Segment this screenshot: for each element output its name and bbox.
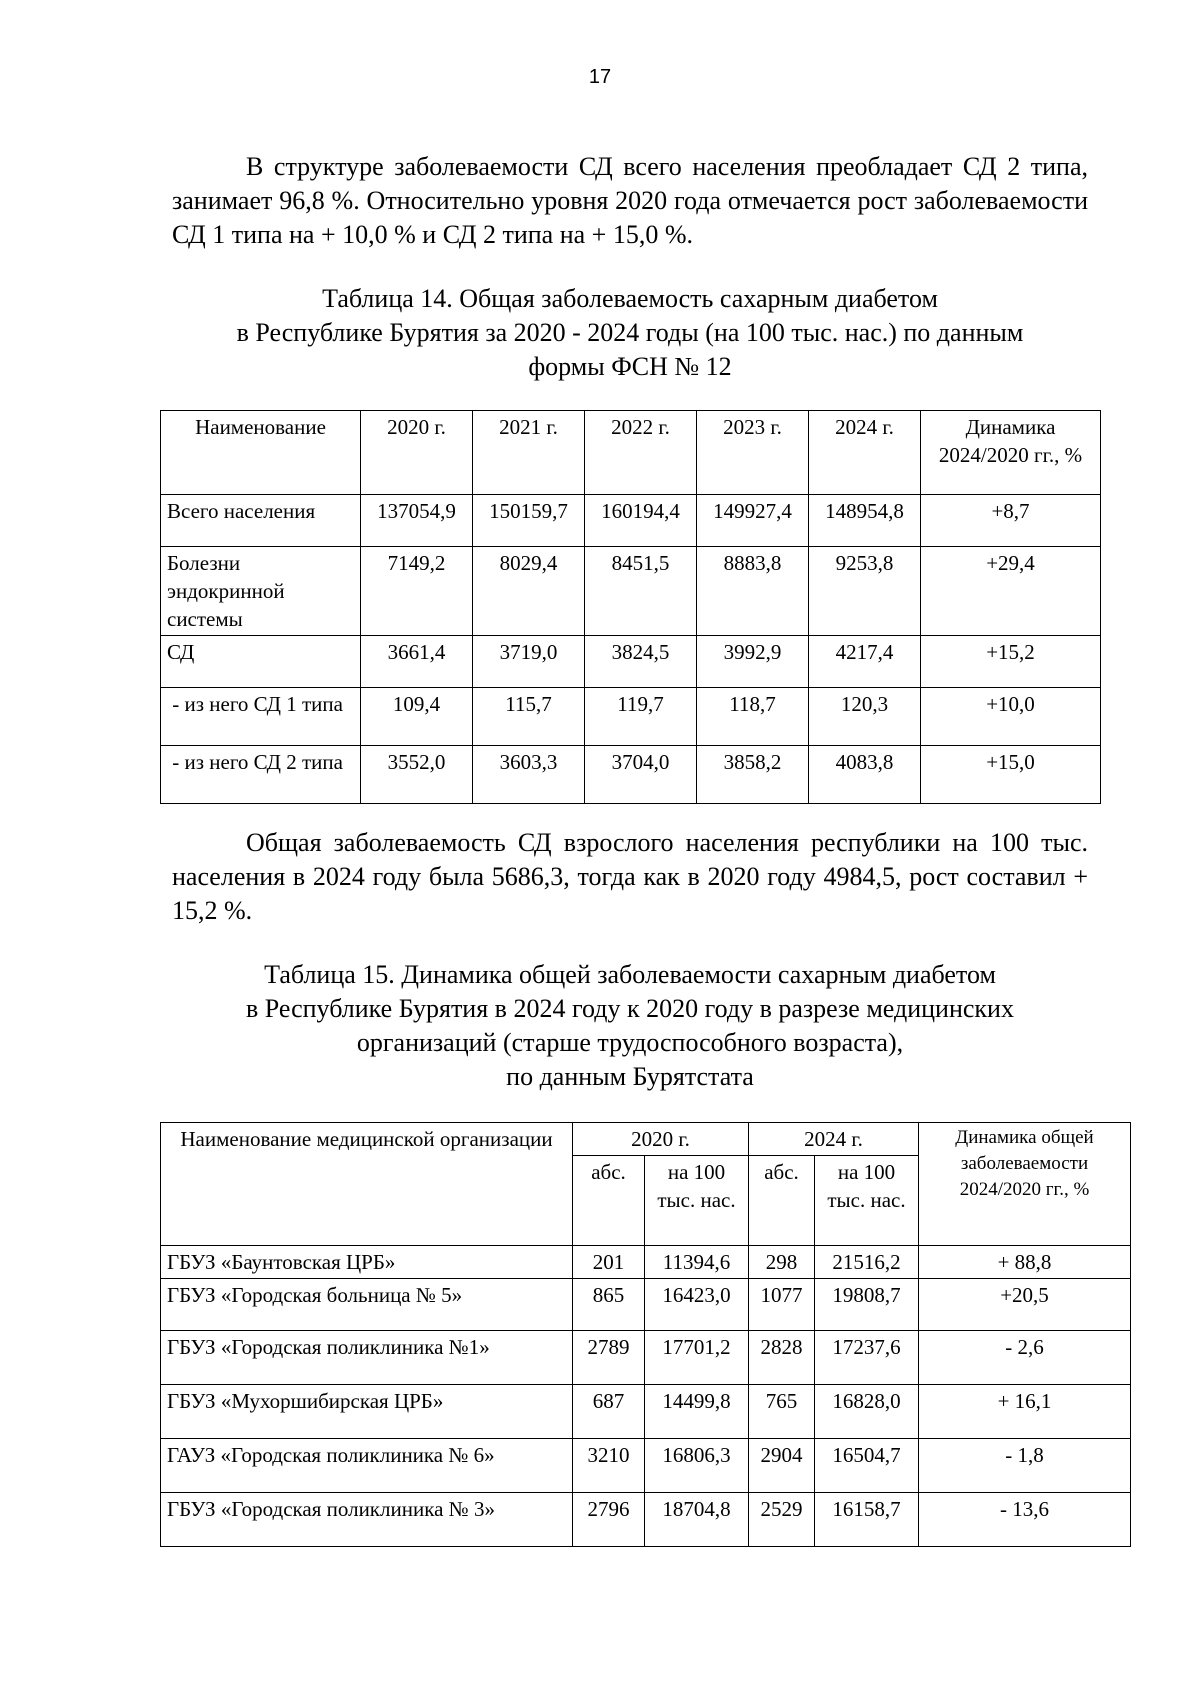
table15-cell: 2828 (749, 1331, 815, 1385)
page-number: 17 (588, 66, 612, 88)
table15-cell: 865 (573, 1279, 645, 1331)
table14 (160, 410, 1101, 804)
table14-row (161, 636, 1101, 688)
table14-cell: +15,0 (921, 746, 1101, 804)
table14-caption-line: формы ФСН № 12 (528, 352, 732, 381)
table14-cell: 119,7 (585, 688, 697, 746)
table14-cell: +10,0 (921, 688, 1101, 746)
table14-cell: 148954,8 (809, 495, 921, 547)
table14-header-cell: 2020 г. (361, 411, 473, 495)
table14-row (161, 495, 1101, 547)
table15-org-name: ГБУЗ «Городская больница № 5» (161, 1279, 573, 1331)
table15-org-name: ГБУЗ «Мухоршибирская ЦРБ» (161, 1385, 573, 1439)
table15 (160, 1122, 1131, 1547)
table15-subheader-per100: на 100 тыс. нас. (645, 1156, 749, 1246)
table15-cell: 687 (573, 1385, 645, 1439)
table15-cell: 201 (573, 1246, 645, 1279)
table14-cell: 115,7 (473, 688, 585, 746)
table15-cell: 19808,7 (815, 1279, 919, 1331)
table15-header-2020: 2020 г. (573, 1123, 749, 1156)
table15-cell: 21516,2 (815, 1246, 919, 1279)
table14-cell: 8883,8 (697, 547, 809, 636)
table14-row-label: - из него СД 1 типа (161, 688, 361, 746)
table15-subheader-per100: на 100 тыс. нас. (815, 1156, 919, 1246)
table15-header-org: Наименование медицинской организации (161, 1123, 573, 1246)
table15-cell: + 88,8 (919, 1246, 1131, 1279)
table14-cell: 160194,4 (585, 495, 697, 547)
table15-caption-line: организаций (старше трудоспособного возраста), (356, 1028, 904, 1057)
table14-cell: 3992,9 (697, 636, 809, 688)
paragraph-adult: Общая заболеваемость СД взрослого населения республики на 100 тыс. населения в 2024 году была 5686,3, тогда как в 2020 году 4984,5, рост составил + 15,2 %. (172, 828, 1088, 925)
table15-cell: - 1,8 (919, 1439, 1131, 1493)
table14-cell: 109,4 (361, 688, 473, 746)
table14-cell: 3719,0 (473, 636, 585, 688)
table14-cell: 7149,2 (361, 547, 473, 636)
table14-header-row (161, 411, 1101, 495)
table15-subheader-abs: абс. (749, 1156, 815, 1246)
table14-cell: 4083,8 (809, 746, 921, 804)
table15-cell: 1077 (749, 1279, 815, 1331)
table14-cell: 120,3 (809, 688, 921, 746)
table14-caption-line: в Республике Бурятия за 2020 - 2024 годы (на 100 тыс. нас.) по данным (236, 318, 1024, 347)
table14-row-label: СД (161, 636, 361, 688)
table14-cell: +15,2 (921, 636, 1101, 688)
table15-row (161, 1279, 1131, 1331)
table15-cell: 16423,0 (645, 1279, 749, 1331)
table15-cell: +20,5 (919, 1279, 1131, 1331)
table14-header-cell: 2021 г. (473, 411, 585, 495)
table14-cell: 8451,5 (585, 547, 697, 636)
table15-cell: 765 (749, 1385, 815, 1439)
table15-row (161, 1439, 1131, 1493)
table15-header-row (161, 1123, 1131, 1156)
table15-cell: 17701,2 (645, 1331, 749, 1385)
table15-cell: - 2,6 (919, 1331, 1131, 1385)
table15-cell: 11394,6 (645, 1246, 749, 1279)
table14-cell: 3661,4 (361, 636, 473, 688)
table14-row (161, 547, 1101, 636)
table15-org-name: ГАУЗ «Городская поликлиника № 6» (161, 1439, 573, 1493)
table14-row-label: Болезни эндокринной системы (161, 547, 361, 636)
table15-cell: 2796 (573, 1493, 645, 1547)
table15-cell: 16828,0 (815, 1385, 919, 1439)
table15-cell: 17237,6 (815, 1331, 919, 1385)
table14-caption (130, 282, 1130, 384)
table15-cell: 298 (749, 1246, 815, 1279)
table14-cell: 3603,3 (473, 746, 585, 804)
table15-header-dynamics: Динамика общей заболеваемости 2024/2020 гг., % (919, 1123, 1131, 1246)
table15-cell: 14499,8 (645, 1385, 749, 1439)
table15-caption-line: Таблица 15. Динамика общей заболеваемости сахарным диабетом (264, 960, 996, 989)
table15-org-name: ГБУЗ «Городская поликлиника № 3» (161, 1493, 573, 1547)
table15-row (161, 1493, 1131, 1547)
table15-subheader-abs: абс. (573, 1156, 645, 1246)
table15-row (161, 1385, 1131, 1439)
table15-row (161, 1331, 1131, 1385)
table14-caption-line: Таблица 14. Общая заболеваемость сахарным диабетом (322, 284, 938, 313)
table15-org-name: ГБУЗ «Баунтовская ЦРБ» (161, 1246, 573, 1279)
table14-cell: 3552,0 (361, 746, 473, 804)
table15-cell: 18704,8 (645, 1493, 749, 1547)
table15-cell: + 16,1 (919, 1385, 1131, 1439)
table14-cell: 4217,4 (809, 636, 921, 688)
table14-cell: +8,7 (921, 495, 1101, 547)
table15-caption (130, 958, 1130, 1094)
table15-cell: 16806,3 (645, 1439, 749, 1493)
paragraph-intro: В структуре заболеваемости СД всего населения преобладает СД 2 типа, занимает 96,8 %. Относительно уровня 2020 года отмечается рост заболеваемости СД 1 типа на + 10,0 % и СД 2 типа на + 15,0 %. (172, 152, 1088, 249)
table15-cell: 3210 (573, 1439, 645, 1493)
table14-header-cell: Динамика 2024/2020 гг., % (921, 411, 1101, 495)
table14-header-cell: Наименование (161, 411, 361, 495)
table14-cell: 137054,9 (361, 495, 473, 547)
table15-row (161, 1246, 1131, 1279)
table14-row-label: Всего населения (161, 495, 361, 547)
table14-cell: +29,4 (921, 547, 1101, 636)
table15-cell: - 13,6 (919, 1493, 1131, 1547)
table14-cell: 118,7 (697, 688, 809, 746)
table15-cell: 2904 (749, 1439, 815, 1493)
table14-row (161, 746, 1101, 804)
table14-cell: 3704,0 (585, 746, 697, 804)
table15-caption-line: в Республике Бурятия в 2024 году к 2020 году в разрезе медицинских (246, 994, 1014, 1023)
table14-cell: 9253,8 (809, 547, 921, 636)
table14-header-cell: 2023 г. (697, 411, 809, 495)
table14-header-cell: 2022 г. (585, 411, 697, 495)
table15-header-2024: 2024 г. (749, 1123, 919, 1156)
table14-cell: 150159,7 (473, 495, 585, 547)
table14-cell: 3824,5 (585, 636, 697, 688)
table14-cell: 3858,2 (697, 746, 809, 804)
table14-row-label: - из него СД 2 типа (161, 746, 361, 804)
table15-caption-line: по данным Бурятстата (506, 1062, 754, 1091)
table15-cell: 16158,7 (815, 1493, 919, 1547)
table15-cell: 2529 (749, 1493, 815, 1547)
table14-cell: 8029,4 (473, 547, 585, 636)
table15-org-name: ГБУЗ «Городская поликлиника №1» (161, 1331, 573, 1385)
table15-cell: 2789 (573, 1331, 645, 1385)
table15-cell: 16504,7 (815, 1439, 919, 1493)
table14-cell: 149927,4 (697, 495, 809, 547)
table14-header-cell: 2024 г. (809, 411, 921, 495)
table14-row (161, 688, 1101, 746)
